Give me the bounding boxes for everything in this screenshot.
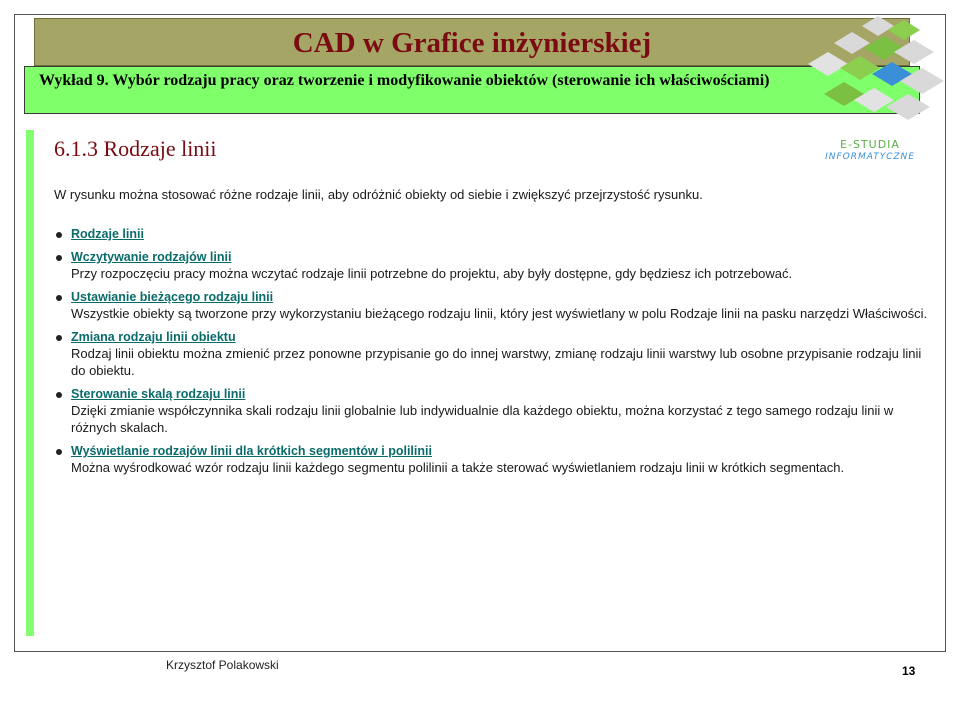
item-description: Wszystkie obiekty są tworzone przy wykorzystaniu bieżącego rodzaju linii, który jest wyświetlany w polu Rodzaje linii na pasku narzędzi Właściwości. [71, 306, 928, 321]
accent-stripe [26, 130, 34, 636]
subtitle-bar [24, 66, 920, 114]
lecture-subtitle: Wykład 9. Wybór rodzaju pracy oraz tworzenie i modyfikowanie obiektów (sterowanie ich właściwościami) [39, 72, 770, 89]
list-item [52, 329, 932, 379]
list-item [52, 249, 932, 282]
link-rodzaje-linii[interactable]: Rodzaje linii [71, 227, 144, 241]
item-description: Rodzaj linii obiektu można zmienić przez ponowne przypisanie go do innej warstwy, zmianę rodzaju linii warstwy lub osobne przypisanie rodzaju linii do obiektu. [71, 346, 922, 378]
slide-title: CAD w Grafice inżynierskiej [292, 27, 652, 59]
bullet-icon [56, 255, 62, 261]
logo-text-secondary: INFORMATYCZNE [825, 152, 915, 162]
item-description: Można wyśrodkować wzór rodzaju linii każdego segmentu polilinii a także sterować wyświetlaniem rodzaju linii w krótkich segmentach. [71, 460, 845, 475]
section-title: 6.1.3 Rodzaje linii [54, 136, 217, 161]
title-bar [34, 18, 910, 66]
logo-caption [810, 138, 930, 163]
bullet-icon [56, 392, 62, 398]
link-ustawianie-biezacego-rodzaju[interactable]: Ustawianie bieżącego rodzaju linii [71, 290, 274, 304]
intro-text: W rysunku można stosować różne rodzaje linii, aby odróżnić obiekty od siebie i zwiększyć przejrzystość rysunku. [54, 187, 703, 202]
list-item [52, 226, 932, 242]
logo-text-primary: E-STUDIA [840, 138, 900, 151]
bullet-icon [56, 295, 62, 301]
bullet-icon [56, 232, 62, 238]
list-item [52, 386, 932, 436]
bullet-icon [56, 449, 62, 455]
bullet-icon [56, 335, 62, 341]
item-description: Przy rozpoczęciu pracy można wczytać rodzaje linii potrzebne do projektu, aby były dostępne, gdy będziesz ich potrzebować. [71, 266, 793, 281]
page-number: 13 [902, 664, 916, 678]
list-item [52, 443, 932, 476]
link-zmiana-rodzaju-linii[interactable]: Zmiana rodzaju linii obiektu [71, 330, 236, 344]
link-wczytywanie-rodzajow-linii[interactable]: Wczytywanie rodzajów linii [71, 250, 232, 264]
footer-author: Krzysztof Polakowski [166, 658, 279, 672]
topic-list [52, 226, 932, 483]
link-wyswietlanie-krotkich-segmentow[interactable]: Wyświetlanie rodzajów linii dla krótkich segmentów i polilinii [71, 444, 432, 458]
list-item [52, 289, 932, 322]
link-sterowanie-skala[interactable]: Sterowanie skalą rodzaju linii [71, 387, 246, 401]
e-studia-logo-icon [808, 10, 948, 130]
item-description: Dzięki zmianie współczynnika skali rodzaju linii globalnie lub indywidualnie dla każdego obiektu, można korzystać z tego samego rodzaju linii w różnych skalach. [71, 403, 894, 435]
